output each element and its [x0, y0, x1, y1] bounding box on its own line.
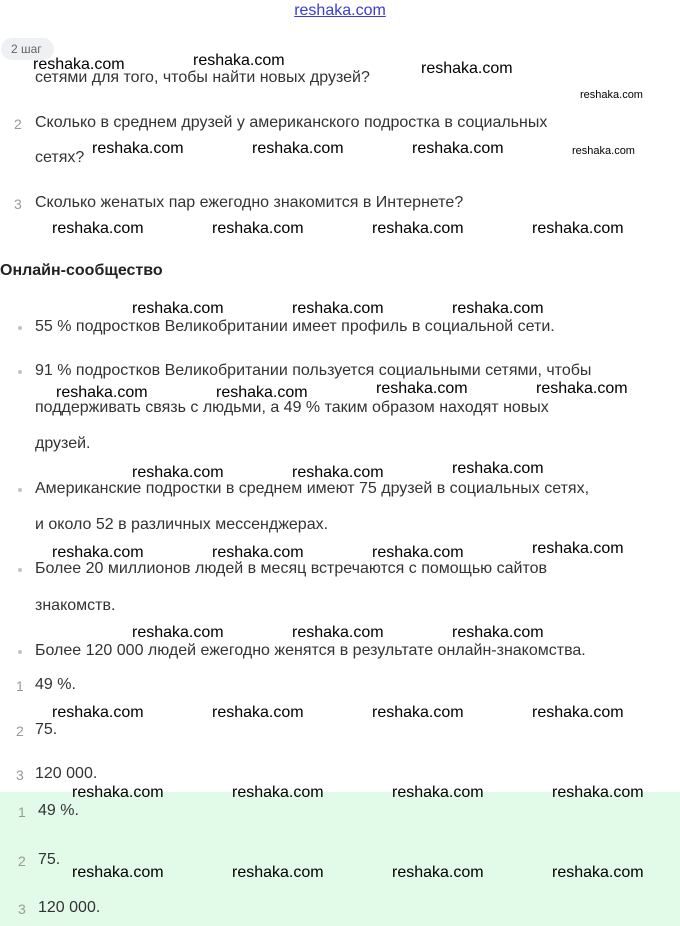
fact-line: 91 % подростков Великобритании пользуется социальными сетями, чтобы	[35, 362, 592, 379]
answer-text: 49 %.	[35, 676, 76, 693]
watermark: reshaka.com	[452, 300, 544, 317]
answer-number: 3	[16, 767, 24, 783]
watermark: reshaka.com	[132, 464, 224, 481]
watermark: reshaka.com	[72, 784, 164, 801]
watermark: reshaka.com	[72, 864, 164, 881]
final-answer-box	[0, 792, 680, 926]
bullet-dot	[18, 370, 22, 374]
final-answer-number: 3	[18, 901, 26, 917]
watermark: reshaka.com	[452, 460, 544, 477]
final-answer-text: 49 %.	[38, 802, 79, 819]
fact-line: и около 52 в различных мессенджерах.	[35, 516, 329, 533]
fact-line: 55 % подростков Великобритании имеет профиль в социальной сети.	[35, 318, 555, 335]
watermark: reshaka.com	[212, 220, 304, 237]
watermark: reshaka.com	[56, 384, 148, 401]
watermark: reshaka.com	[212, 704, 304, 721]
step-badge: 2 шаг	[1, 38, 54, 60]
watermark: reshaka.com	[532, 540, 624, 557]
fact-line: Более 120 000 людей ежегодно женятся в результате онлайн-знакомства.	[35, 642, 586, 659]
watermark: reshaka.com	[532, 220, 624, 237]
watermark: reshaka.com	[216, 384, 308, 401]
watermark: reshaka.com	[52, 220, 144, 237]
fact-line: знакомств.	[35, 597, 116, 614]
fact-line: друзей.	[35, 435, 91, 452]
watermark: reshaka.com	[536, 380, 628, 397]
question-number: 3	[14, 196, 22, 212]
watermark: reshaka.com	[572, 145, 635, 157]
fact-line: поддерживать связь с людьми, а 49 % таким образом находят новых	[35, 399, 549, 416]
watermark: reshaka.com	[252, 140, 344, 157]
question-line: Сколько женатых пар ежегодно знакомится в Интернете?	[35, 194, 464, 211]
final-answer-number: 1	[18, 804, 26, 820]
watermark: reshaka.com	[532, 704, 624, 721]
watermark: reshaka.com	[452, 624, 544, 641]
watermark: reshaka.com	[132, 300, 224, 317]
bullet-dot	[18, 568, 22, 572]
watermark: reshaka.com	[552, 784, 644, 801]
answer-text: 120 000.	[35, 765, 98, 782]
watermark: reshaka.com	[92, 140, 184, 157]
watermark: reshaka.com	[372, 220, 464, 237]
watermark: reshaka.com	[132, 624, 224, 641]
watermark: reshaka.com	[33, 56, 125, 73]
question-line: сетями для того, чтобы найти новых друзей?	[35, 69, 370, 86]
site-title-link[interactable]: reshaka.com	[294, 2, 386, 19]
final-answer-number: 2	[18, 853, 26, 869]
watermark: reshaka.com	[292, 464, 384, 481]
bullet-dot	[18, 650, 22, 654]
watermark: reshaka.com	[372, 544, 464, 561]
watermark: reshaka.com	[421, 60, 513, 77]
fact-line: Более 20 миллионов людей в месяц встречаются с помощью сайтов	[35, 560, 547, 577]
watermark: reshaka.com	[552, 864, 644, 881]
answer-number: 1	[16, 678, 24, 694]
answer-number: 2	[16, 723, 24, 739]
watermark: reshaka.com	[392, 864, 484, 881]
question-line: Сколько в среднем друзей у американского подростка в социальных	[35, 114, 548, 131]
final-answer-text: 120 000.	[38, 899, 101, 916]
section-heading: Онлайн-сообщество	[0, 262, 163, 279]
watermark: reshaka.com	[292, 624, 384, 641]
watermark: reshaka.com	[372, 704, 464, 721]
bullet-dot	[18, 326, 22, 330]
fact-line: Американские подростки в среднем имеют 75 друзей в социальных сетях,	[35, 480, 590, 497]
final-answer-text: 75.	[38, 851, 61, 868]
watermark: reshaka.com	[392, 784, 484, 801]
watermark: reshaka.com	[232, 864, 324, 881]
watermark: reshaka.com	[292, 300, 384, 317]
watermark: reshaka.com	[580, 89, 643, 101]
question-number: 2	[14, 116, 22, 132]
watermark: reshaka.com	[376, 380, 468, 397]
watermark: reshaka.com	[193, 52, 285, 69]
answer-text: 75.	[35, 721, 58, 738]
watermark: reshaka.com	[232, 784, 324, 801]
watermark: reshaka.com	[212, 544, 304, 561]
watermark: reshaka.com	[52, 544, 144, 561]
bullet-dot	[18, 488, 22, 492]
watermark: reshaka.com	[52, 704, 144, 721]
question-line: сетях?	[35, 149, 85, 166]
watermark: reshaka.com	[412, 140, 504, 157]
